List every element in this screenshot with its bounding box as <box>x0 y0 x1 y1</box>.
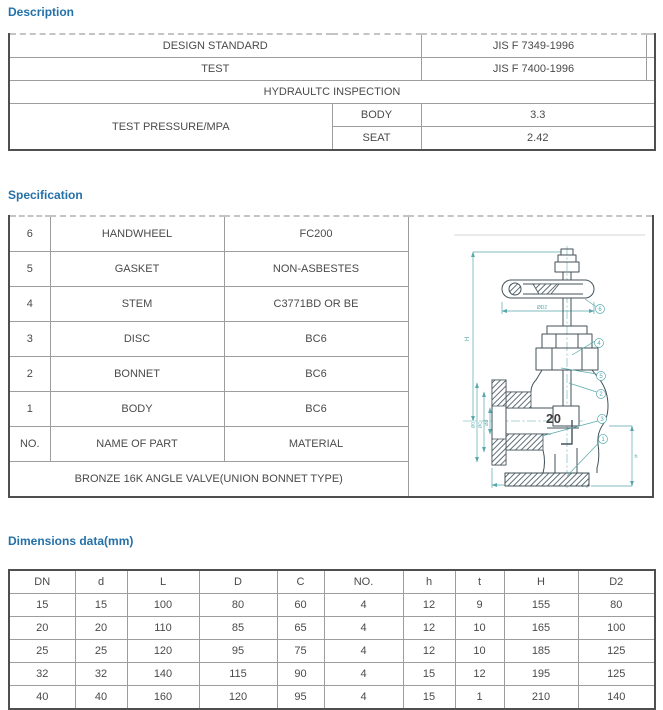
spec-part-no: 1 <box>9 392 50 427</box>
desc-body-label: BODY <box>332 104 421 127</box>
desc-row <box>9 104 655 127</box>
dims-cell: 12 <box>403 640 455 663</box>
dims-cell: 165 <box>504 617 578 640</box>
dims-cell: 140 <box>578 686 655 710</box>
spec-part-material: C3771BD OR BE <box>224 287 408 322</box>
desc-seat-value: 2.42 <box>421 127 655 151</box>
svg-text:1: 1 <box>600 436 605 443</box>
dims-cell: 125 <box>578 640 655 663</box>
dims-cell: 95 <box>199 640 277 663</box>
spec-part-no: 6 <box>9 216 50 252</box>
dims-cell: 40 <box>75 686 127 710</box>
dims-cell: 75 <box>277 640 324 663</box>
dims-cell: 12 <box>455 663 504 686</box>
spec-part-name: HANDWHEEL <box>50 216 224 252</box>
dims-cell: 85 <box>199 617 277 640</box>
spec-part-name: STEM <box>50 287 224 322</box>
dims-cell: 155 <box>504 594 578 617</box>
section-heading-specification: Specification <box>8 188 83 202</box>
dims-cell: 1 <box>455 686 504 710</box>
dims-cell: 12 <box>403 617 455 640</box>
dims-header-cell: H <box>504 570 578 594</box>
desc-spacer-cell <box>646 34 655 58</box>
angle-valve-technical-drawing <box>409 222 652 492</box>
svg-text:6: 6 <box>597 306 602 313</box>
dims-header-cell: C <box>277 570 324 594</box>
dims-cell: 4 <box>324 594 403 617</box>
dims-cell: 20 <box>9 617 75 640</box>
dims-cell: 140 <box>127 663 199 686</box>
desc-row <box>9 58 655 81</box>
dims-cell: 110 <box>127 617 199 640</box>
spec-header-name: NAME OF PART <box>50 427 224 462</box>
dims-row <box>9 617 655 640</box>
desc-pressure-label: TEST PRESSURE/MPA <box>9 104 332 151</box>
svg-text:5: 5 <box>598 373 603 380</box>
dims-header-cell: D2 <box>578 570 655 594</box>
spec-part-row <box>9 216 653 252</box>
dims-header-row <box>9 570 655 594</box>
dims-cell: 10 <box>455 640 504 663</box>
dims-cell: 4 <box>324 686 403 710</box>
dims-cell: 15 <box>75 594 127 617</box>
valve-body-outline <box>492 249 608 486</box>
dims-cell: 15 <box>9 594 75 617</box>
dims-cell: 210 <box>504 686 578 710</box>
section-heading-description: Description <box>8 5 75 19</box>
dims-cell: 32 <box>9 663 75 686</box>
dims-cell: 95 <box>277 686 324 710</box>
spec-part-name: GASKET <box>50 252 224 287</box>
dims-cell: 120 <box>199 686 277 710</box>
dimensions-table <box>8 569 656 710</box>
svg-text:3: 3 <box>599 416 604 423</box>
desc-full-row: HYDRAULTC INSPECTION <box>9 81 655 104</box>
dims-row <box>9 663 655 686</box>
spec-part-material: BC6 <box>224 357 408 392</box>
dims-cell: 80 <box>199 594 277 617</box>
dim-label-h: h <box>633 453 638 460</box>
dims-cell: 4 <box>324 663 403 686</box>
dims-header-cell: DN <box>9 570 75 594</box>
dims-cell: 195 <box>504 663 578 686</box>
desc-value: JIS F 7400-1996 <box>421 58 646 81</box>
dims-row <box>9 594 655 617</box>
dims-header-cell: h <box>403 570 455 594</box>
dims-cell: 160 <box>127 686 199 710</box>
dims-cell: 80 <box>578 594 655 617</box>
spec-product-title: BRONZE 16K ANGLE VALVE(UNION BONNET TYPE) <box>9 462 408 498</box>
spec-part-no: 3 <box>9 322 50 357</box>
dims-cell: 4 <box>324 640 403 663</box>
dims-row <box>9 686 655 710</box>
dims-cell: 185 <box>504 640 578 663</box>
body-size-stamp: 20 <box>545 410 561 426</box>
dims-cell: 115 <box>199 663 277 686</box>
dims-header-cell: L <box>127 570 199 594</box>
desc-spacer-cell <box>646 58 655 81</box>
dims-cell: 9 <box>455 594 504 617</box>
dim-label-H: H <box>464 336 471 341</box>
dims-cell: 125 <box>578 663 655 686</box>
description-table <box>8 33 656 151</box>
dims-cell: 10 <box>455 617 504 640</box>
spec-part-no: 4 <box>9 287 50 322</box>
dims-header-cell: NO. <box>324 570 403 594</box>
desc-seat-label: SEAT <box>332 127 421 151</box>
valve-drawing-cell <box>408 216 653 497</box>
desc-label: TEST <box>9 58 421 81</box>
dims-header-cell: d <box>75 570 127 594</box>
spec-part-material: FC200 <box>224 216 408 252</box>
dims-cell: 12 <box>403 594 455 617</box>
specification-table <box>8 215 654 498</box>
dims-cell: 40 <box>9 686 75 710</box>
spec-header-no: NO. <box>9 427 50 462</box>
dims-cell: 25 <box>9 640 75 663</box>
spec-header-material: MATERIAL <box>224 427 408 462</box>
desc-row <box>9 34 655 58</box>
dim-label-OD: ØD <box>470 421 475 428</box>
dims-header-cell: D <box>199 570 277 594</box>
desc-row <box>9 81 655 104</box>
dims-cell: 100 <box>127 594 199 617</box>
dims-cell: 120 <box>127 640 199 663</box>
dims-cell: 65 <box>277 617 324 640</box>
dims-row <box>9 640 655 663</box>
desc-label: DESIGN STANDARD <box>9 34 421 58</box>
dims-body <box>9 594 655 710</box>
dims-cell: 100 <box>578 617 655 640</box>
spec-part-material: NON-ASBESTES <box>224 252 408 287</box>
dims-cell: 32 <box>75 663 127 686</box>
spec-part-no: 5 <box>9 252 50 287</box>
desc-body-value: 3.3 <box>421 104 655 127</box>
section-heading-dimensions: Dimensions data(mm) <box>8 534 134 548</box>
spec-part-material: BC6 <box>224 322 408 357</box>
svg-text:4: 4 <box>596 340 601 347</box>
spec-part-name: BODY <box>50 392 224 427</box>
dim-label-Od: Ød <box>483 419 489 426</box>
dim-label-D2: ØD2 <box>536 304 547 311</box>
dims-cell: 90 <box>277 663 324 686</box>
svg-text:2: 2 <box>598 391 603 398</box>
spec-part-name: DISC <box>50 322 224 357</box>
dims-cell: 4 <box>324 617 403 640</box>
dim-label-OC: ØC <box>477 421 482 428</box>
dims-cell: 20 <box>75 617 127 640</box>
spec-part-material: BC6 <box>224 392 408 427</box>
dims-header-cell: t <box>455 570 504 594</box>
dims-cell: 60 <box>277 594 324 617</box>
spec-part-no: 2 <box>9 357 50 392</box>
dims-cell: 15 <box>403 686 455 710</box>
dims-cell: 25 <box>75 640 127 663</box>
desc-value: JIS F 7349-1996 <box>421 34 646 58</box>
dimension-labels <box>465 305 638 485</box>
dims-cell: 15 <box>403 663 455 686</box>
spec-part-name: BONNET <box>50 357 224 392</box>
